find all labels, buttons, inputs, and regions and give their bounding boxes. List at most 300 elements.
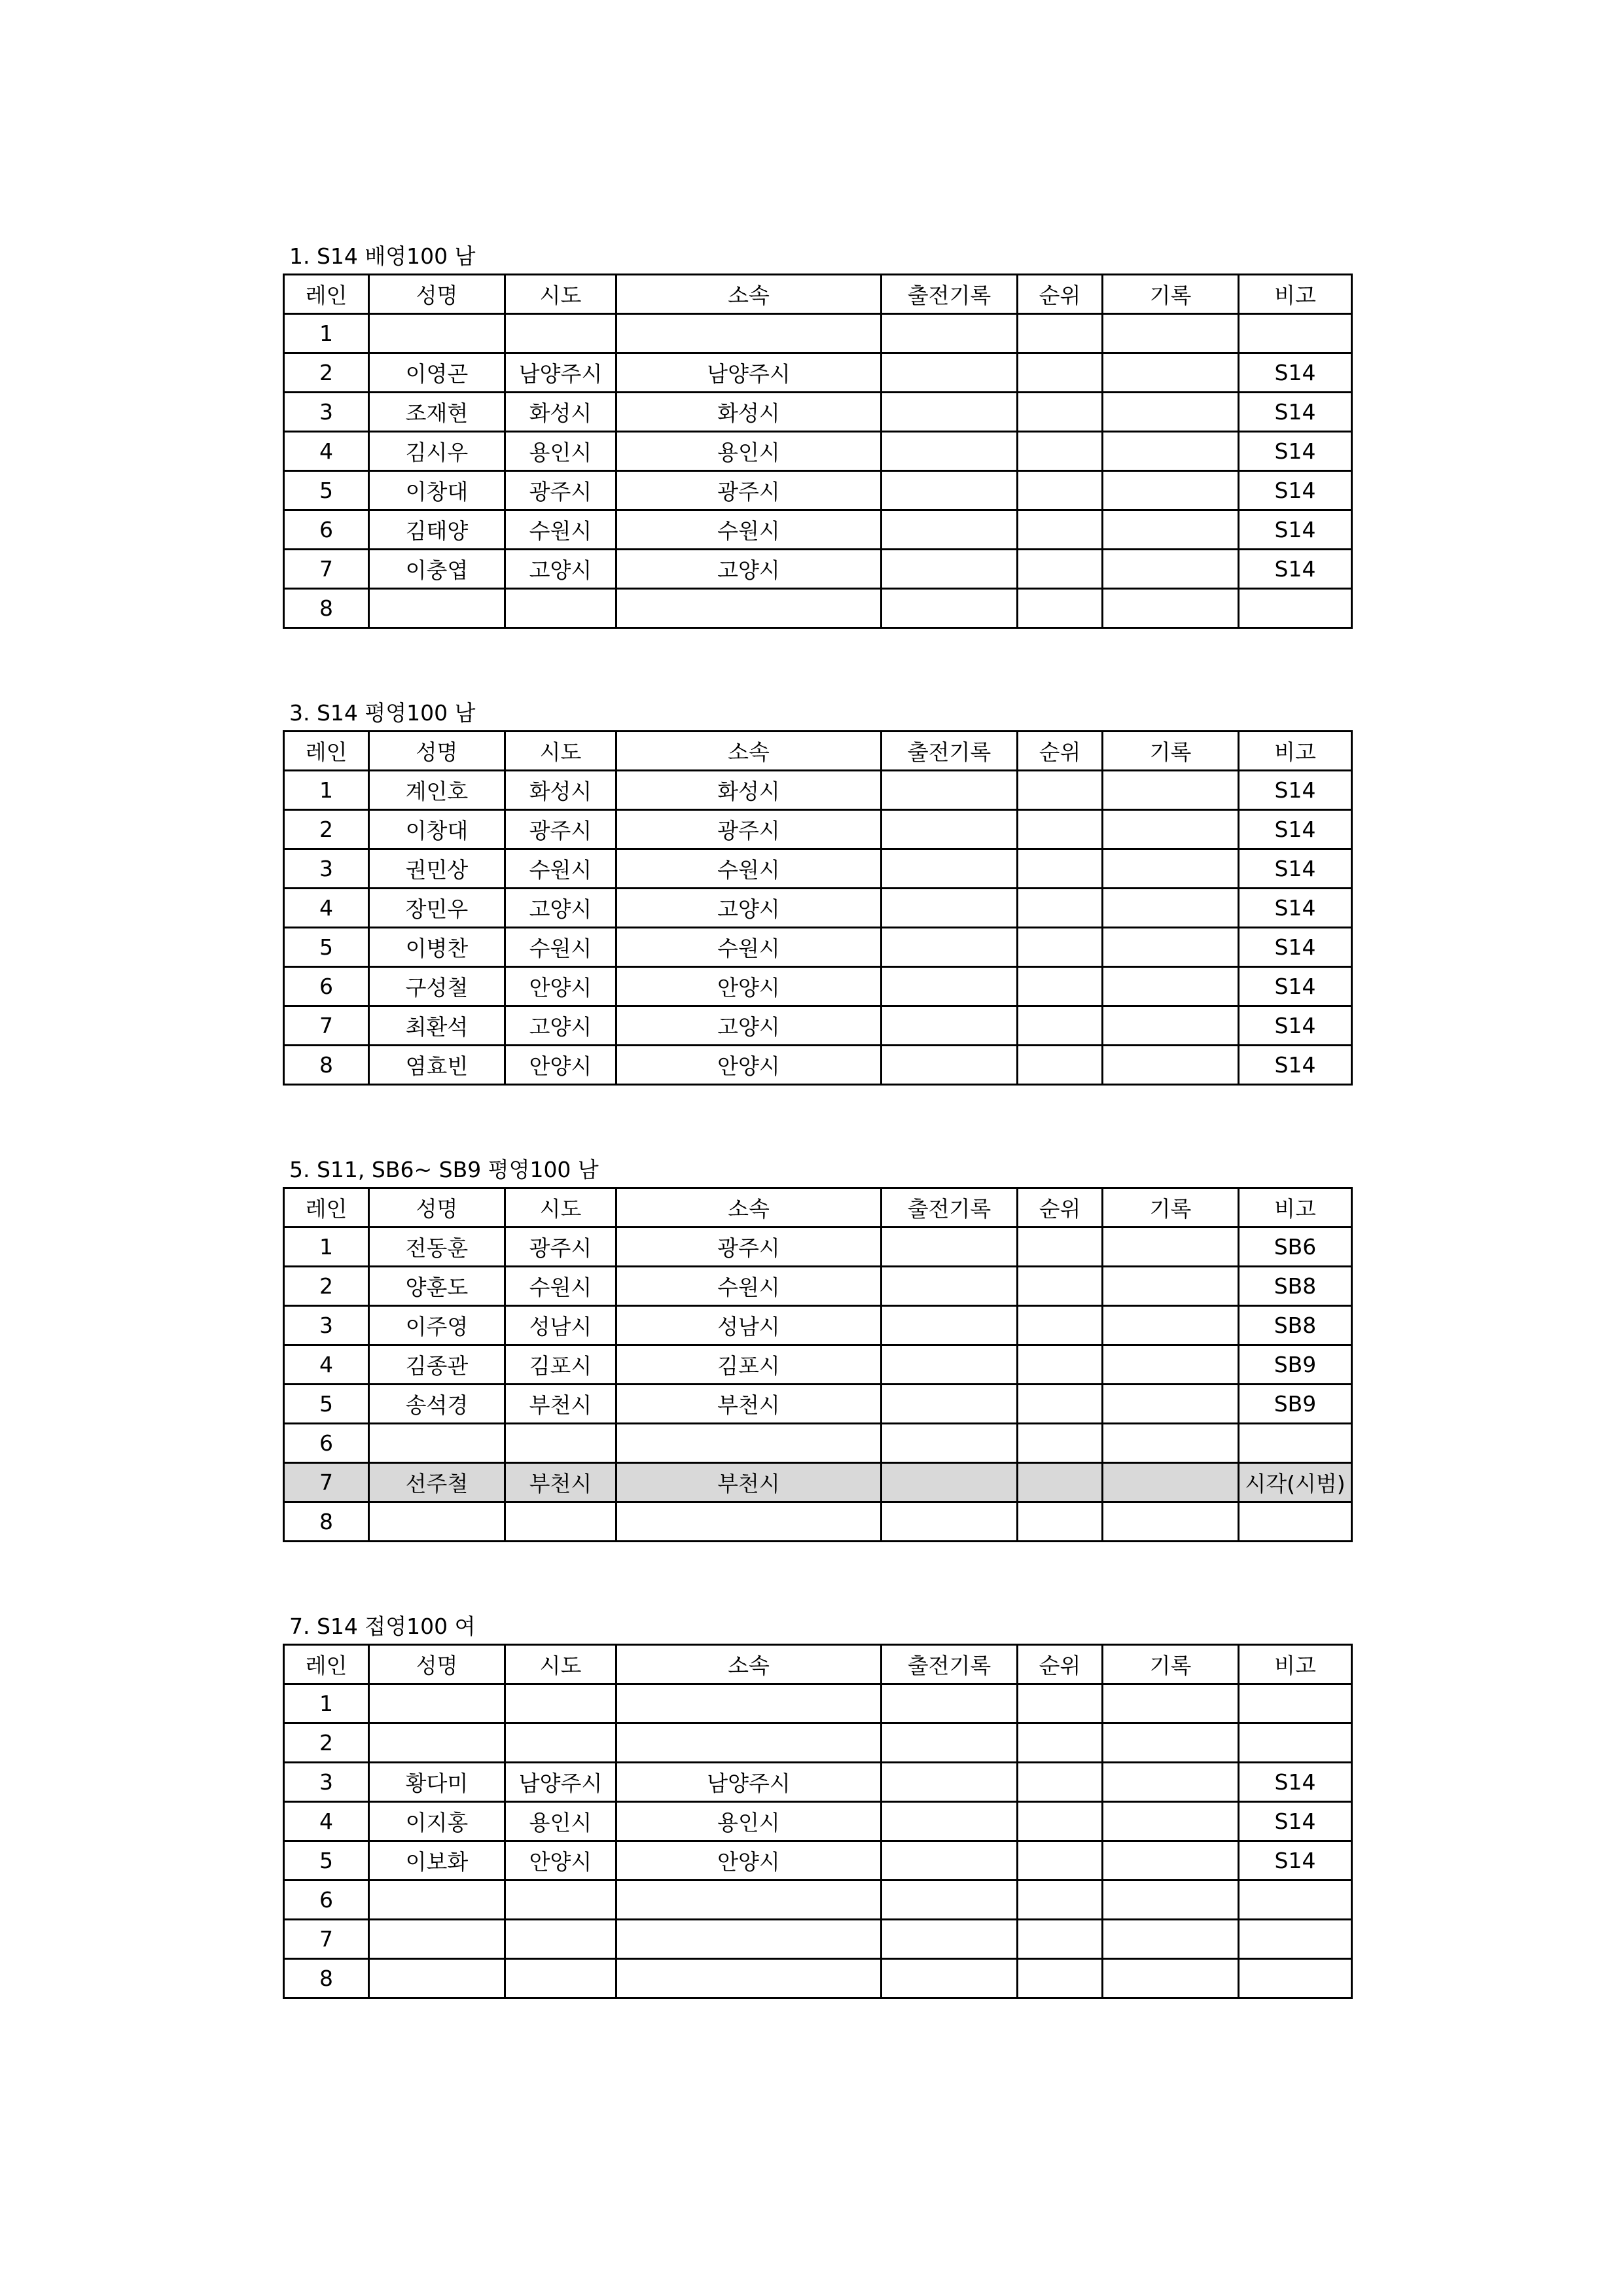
sido-cell: 안양시 xyxy=(505,967,616,1006)
lane-cell: 5 xyxy=(284,1841,369,1881)
sido-cell xyxy=(505,1424,616,1463)
affiliation-cell: 고양시 xyxy=(616,550,882,589)
entry-record-cell xyxy=(882,1306,1018,1345)
name-cell: 권민상 xyxy=(369,849,505,889)
rank-cell xyxy=(1018,1046,1103,1085)
note-cell xyxy=(1239,1920,1352,1959)
name-cell: 계인호 xyxy=(369,771,505,810)
note-cell xyxy=(1239,1723,1352,1763)
entry-record-cell xyxy=(882,353,1018,393)
rank-cell xyxy=(1018,1385,1103,1424)
lane-cell: 1 xyxy=(284,1684,369,1723)
rank-cell xyxy=(1018,889,1103,928)
lane-cell: 7 xyxy=(284,550,369,589)
affiliation-header: 소속 xyxy=(616,1645,882,1684)
lane-header: 레인 xyxy=(284,732,369,771)
table-row xyxy=(284,1463,1352,1502)
note-cell: S14 xyxy=(1239,1046,1352,1085)
lane-cell: 3 xyxy=(284,1306,369,1345)
note-cell: SB6 xyxy=(1239,1227,1352,1267)
heat-table xyxy=(283,1187,1353,1542)
name-cell: 김종관 xyxy=(369,1345,505,1385)
entry-record-cell xyxy=(882,967,1018,1006)
entry-record-cell xyxy=(882,314,1018,353)
rank-cell xyxy=(1018,1881,1103,1920)
affiliation-cell xyxy=(616,1684,882,1723)
name-cell: 조재현 xyxy=(369,393,505,432)
note-cell xyxy=(1239,589,1352,628)
table-row xyxy=(284,510,1352,550)
section-title: 1. S14 배영100 남 xyxy=(289,243,476,269)
sido-cell xyxy=(505,1959,616,1998)
note-cell: S14 xyxy=(1239,510,1352,550)
note-cell: 시각(시범) xyxy=(1239,1463,1352,1502)
note-cell: S14 xyxy=(1239,353,1352,393)
lane-cell: 3 xyxy=(284,1763,369,1802)
record-cell xyxy=(1103,771,1239,810)
affiliation-cell: 김포시 xyxy=(616,1345,882,1385)
sido-cell: 수원시 xyxy=(505,849,616,889)
table-row xyxy=(284,889,1352,928)
name-cell: 장민우 xyxy=(369,889,505,928)
affiliation-cell: 수원시 xyxy=(616,510,882,550)
sido-cell: 수원시 xyxy=(505,510,616,550)
lane-cell: 5 xyxy=(284,1385,369,1424)
entry-record-cell xyxy=(882,1881,1018,1920)
affiliation-cell: 고양시 xyxy=(616,889,882,928)
entry-record-cell xyxy=(882,1463,1018,1502)
entry-record-cell xyxy=(882,1046,1018,1085)
lane-cell: 8 xyxy=(284,1502,369,1542)
table-row xyxy=(284,1959,1352,1998)
lane-cell: 8 xyxy=(284,1959,369,1998)
lane-cell: 4 xyxy=(284,889,369,928)
sido-cell: 남양주시 xyxy=(505,353,616,393)
table-row xyxy=(284,1267,1352,1306)
rank-cell xyxy=(1018,967,1103,1006)
rank-header: 순위 xyxy=(1018,1188,1103,1227)
sido-cell: 광주시 xyxy=(505,810,616,849)
lane-header: 레인 xyxy=(284,275,369,314)
rank-cell xyxy=(1018,1424,1103,1463)
note-cell: S14 xyxy=(1239,849,1352,889)
rank-cell xyxy=(1018,1345,1103,1385)
record-cell xyxy=(1103,432,1239,471)
lane-cell: 5 xyxy=(284,471,369,510)
rank-cell xyxy=(1018,849,1103,889)
note-header: 비고 xyxy=(1239,275,1352,314)
record-cell xyxy=(1103,928,1239,967)
table-row xyxy=(284,589,1352,628)
record-cell xyxy=(1103,510,1239,550)
note-cell: SB8 xyxy=(1239,1306,1352,1345)
lane-cell: 8 xyxy=(284,589,369,628)
entry-record-cell xyxy=(882,928,1018,967)
record-cell xyxy=(1103,1385,1239,1424)
name-cell: 이지홍 xyxy=(369,1802,505,1841)
entry-record-cell xyxy=(882,393,1018,432)
affiliation-cell: 부천시 xyxy=(616,1463,882,1502)
table-row xyxy=(284,432,1352,471)
record-cell xyxy=(1103,1267,1239,1306)
record-header: 기록 xyxy=(1103,1188,1239,1227)
entry-record-cell xyxy=(882,1424,1018,1463)
table-row xyxy=(284,1006,1352,1046)
table-row xyxy=(284,1502,1352,1542)
note-cell: SB9 xyxy=(1239,1385,1352,1424)
affiliation-header: 소속 xyxy=(616,275,882,314)
rank-cell xyxy=(1018,589,1103,628)
name-cell xyxy=(369,314,505,353)
entry-record-cell xyxy=(882,1385,1018,1424)
note-cell xyxy=(1239,1502,1352,1542)
table-row xyxy=(284,810,1352,849)
sido-cell: 화성시 xyxy=(505,771,616,810)
table-header-row xyxy=(284,1188,1352,1227)
lane-cell: 2 xyxy=(284,810,369,849)
rank-header: 순위 xyxy=(1018,1645,1103,1684)
record-cell xyxy=(1103,1502,1239,1542)
sido-cell: 용인시 xyxy=(505,432,616,471)
record-cell xyxy=(1103,1424,1239,1463)
sido-header: 시도 xyxy=(505,732,616,771)
entry-record-cell xyxy=(882,1267,1018,1306)
rank-cell xyxy=(1018,1227,1103,1267)
lane-cell: 3 xyxy=(284,849,369,889)
name-cell: 김태양 xyxy=(369,510,505,550)
lane-cell: 6 xyxy=(284,967,369,1006)
entry-record-cell xyxy=(882,432,1018,471)
name-cell: 선주철 xyxy=(369,1463,505,1502)
lane-cell: 1 xyxy=(284,314,369,353)
record-cell xyxy=(1103,1006,1239,1046)
table-row xyxy=(284,967,1352,1006)
name-cell: 김시우 xyxy=(369,432,505,471)
note-cell: S14 xyxy=(1239,928,1352,967)
affiliation-cell xyxy=(616,1881,882,1920)
table-row xyxy=(284,849,1352,889)
affiliation-cell: 용인시 xyxy=(616,432,882,471)
record-cell xyxy=(1103,1881,1239,1920)
lane-cell: 5 xyxy=(284,928,369,967)
rank-cell xyxy=(1018,1763,1103,1802)
table-row xyxy=(284,771,1352,810)
record-cell xyxy=(1103,1046,1239,1085)
table-header-row xyxy=(284,1645,1352,1684)
affiliation-cell xyxy=(616,314,882,353)
entry-record-cell xyxy=(882,889,1018,928)
table-row xyxy=(284,1881,1352,1920)
entry-record-cell xyxy=(882,771,1018,810)
name-cell: 이창대 xyxy=(369,471,505,510)
rank-cell xyxy=(1018,1267,1103,1306)
name-cell xyxy=(369,1424,505,1463)
affiliation-cell: 안양시 xyxy=(616,967,882,1006)
entry-record-cell xyxy=(882,589,1018,628)
lane-cell: 4 xyxy=(284,1802,369,1841)
rank-cell xyxy=(1018,432,1103,471)
name-cell xyxy=(369,1959,505,1998)
record-cell xyxy=(1103,889,1239,928)
section-title: 3. S14 평영100 남 xyxy=(289,700,476,726)
rank-cell xyxy=(1018,928,1103,967)
rank-cell xyxy=(1018,393,1103,432)
entry-record-cell xyxy=(882,1763,1018,1802)
name-cell xyxy=(369,1502,505,1542)
affiliation-cell: 수원시 xyxy=(616,928,882,967)
affiliation-cell: 광주시 xyxy=(616,810,882,849)
note-header: 비고 xyxy=(1239,1188,1352,1227)
affiliation-cell: 성남시 xyxy=(616,1306,882,1345)
entry-record-cell xyxy=(882,1345,1018,1385)
record-cell xyxy=(1103,967,1239,1006)
entry-record-cell xyxy=(882,510,1018,550)
lane-header: 레인 xyxy=(284,1188,369,1227)
entry-record-cell xyxy=(882,1502,1018,1542)
sido-cell: 수원시 xyxy=(505,928,616,967)
record-cell xyxy=(1103,1463,1239,1502)
name-cell: 이주영 xyxy=(369,1306,505,1345)
affiliation-cell: 광주시 xyxy=(616,1227,882,1267)
table-row xyxy=(284,1227,1352,1267)
rank-cell xyxy=(1018,810,1103,849)
table-row xyxy=(284,1684,1352,1723)
lane-cell: 1 xyxy=(284,771,369,810)
name-cell: 황다미 xyxy=(369,1763,505,1802)
section-title: 7. S14 접영100 여 xyxy=(289,1614,476,1639)
table-row xyxy=(284,1763,1352,1802)
lane-cell: 6 xyxy=(284,1881,369,1920)
lane-cell: 6 xyxy=(284,510,369,550)
entry-record-header: 출전기록 xyxy=(882,732,1018,771)
note-cell: S14 xyxy=(1239,889,1352,928)
name-cell xyxy=(369,589,505,628)
lane-cell: 3 xyxy=(284,393,369,432)
record-cell xyxy=(1103,1227,1239,1267)
note-cell xyxy=(1239,1959,1352,1998)
table-row xyxy=(284,1920,1352,1959)
record-cell xyxy=(1103,1345,1239,1385)
table-row xyxy=(284,1424,1352,1463)
entry-record-header: 출전기록 xyxy=(882,1645,1018,1684)
table-row xyxy=(284,393,1352,432)
rank-cell xyxy=(1018,471,1103,510)
rank-header: 순위 xyxy=(1018,275,1103,314)
affiliation-cell xyxy=(616,1920,882,1959)
lane-cell: 4 xyxy=(284,1345,369,1385)
rank-cell xyxy=(1018,1959,1103,1998)
sido-cell xyxy=(505,589,616,628)
table-row xyxy=(284,1385,1352,1424)
record-cell xyxy=(1103,589,1239,628)
lane-cell: 8 xyxy=(284,1046,369,1085)
name-header: 성명 xyxy=(369,1188,505,1227)
table-row xyxy=(284,471,1352,510)
record-cell xyxy=(1103,1763,1239,1802)
affiliation-cell xyxy=(616,1723,882,1763)
name-cell: 구성철 xyxy=(369,967,505,1006)
name-header: 성명 xyxy=(369,1645,505,1684)
record-cell xyxy=(1103,1920,1239,1959)
name-cell: 이병찬 xyxy=(369,928,505,967)
affiliation-cell: 남양주시 xyxy=(616,1763,882,1802)
sido-cell xyxy=(505,1723,616,1763)
name-cell xyxy=(369,1920,505,1959)
affiliation-cell xyxy=(616,1959,882,1998)
record-cell xyxy=(1103,353,1239,393)
rank-cell xyxy=(1018,1502,1103,1542)
record-cell xyxy=(1103,1802,1239,1841)
rank-cell xyxy=(1018,550,1103,589)
table-row xyxy=(284,1306,1352,1345)
name-cell: 염효빈 xyxy=(369,1046,505,1085)
note-header: 비고 xyxy=(1239,732,1352,771)
table-row xyxy=(284,928,1352,967)
name-cell: 양훈도 xyxy=(369,1267,505,1306)
name-cell xyxy=(369,1723,505,1763)
sido-cell: 용인시 xyxy=(505,1802,616,1841)
record-header: 기록 xyxy=(1103,275,1239,314)
entry-record-cell xyxy=(882,810,1018,849)
name-cell: 이창대 xyxy=(369,810,505,849)
name-cell: 이영곤 xyxy=(369,353,505,393)
note-cell: S14 xyxy=(1239,1006,1352,1046)
rank-cell xyxy=(1018,1684,1103,1723)
record-cell xyxy=(1103,1723,1239,1763)
sido-cell: 광주시 xyxy=(505,1227,616,1267)
entry-record-cell xyxy=(882,1920,1018,1959)
lane-cell: 7 xyxy=(284,1463,369,1502)
record-cell xyxy=(1103,550,1239,589)
rank-cell xyxy=(1018,771,1103,810)
table-row xyxy=(284,314,1352,353)
table-header-row xyxy=(284,732,1352,771)
note-cell xyxy=(1239,1881,1352,1920)
note-cell: S14 xyxy=(1239,810,1352,849)
note-cell: S14 xyxy=(1239,1802,1352,1841)
table-header-row xyxy=(284,275,1352,314)
sido-cell xyxy=(505,314,616,353)
name-header: 성명 xyxy=(369,275,505,314)
table-row xyxy=(284,1723,1352,1763)
table-row xyxy=(284,1802,1352,1841)
affiliation-cell: 수원시 xyxy=(616,849,882,889)
note-cell: S14 xyxy=(1239,432,1352,471)
record-cell xyxy=(1103,393,1239,432)
record-cell xyxy=(1103,849,1239,889)
rank-cell xyxy=(1018,1723,1103,1763)
heat-table xyxy=(283,1644,1353,1999)
entry-record-cell xyxy=(882,471,1018,510)
name-cell xyxy=(369,1684,505,1723)
sido-cell: 김포시 xyxy=(505,1345,616,1385)
note-cell xyxy=(1239,1424,1352,1463)
rank-cell xyxy=(1018,1463,1103,1502)
entry-record-cell xyxy=(882,849,1018,889)
rank-cell xyxy=(1018,353,1103,393)
sido-cell: 고양시 xyxy=(505,550,616,589)
sido-cell: 부천시 xyxy=(505,1385,616,1424)
affiliation-cell: 남양주시 xyxy=(616,353,882,393)
note-header: 비고 xyxy=(1239,1645,1352,1684)
rank-cell xyxy=(1018,314,1103,353)
lane-header: 레인 xyxy=(284,1645,369,1684)
sido-header: 시도 xyxy=(505,275,616,314)
affiliation-cell: 안양시 xyxy=(616,1841,882,1881)
sido-cell: 화성시 xyxy=(505,393,616,432)
name-header: 성명 xyxy=(369,732,505,771)
sido-cell: 고양시 xyxy=(505,889,616,928)
affiliation-cell: 부천시 xyxy=(616,1385,882,1424)
note-cell: S14 xyxy=(1239,771,1352,810)
note-cell: SB8 xyxy=(1239,1267,1352,1306)
affiliation-cell: 안양시 xyxy=(616,1046,882,1085)
rank-cell xyxy=(1018,1802,1103,1841)
table-row xyxy=(284,550,1352,589)
table-row xyxy=(284,1841,1352,1881)
name-cell: 이충엽 xyxy=(369,550,505,589)
record-cell xyxy=(1103,1959,1239,1998)
entry-record-header: 출전기록 xyxy=(882,1188,1018,1227)
affiliation-cell: 화성시 xyxy=(616,771,882,810)
lane-cell: 2 xyxy=(284,1267,369,1306)
affiliation-header: 소속 xyxy=(616,1188,882,1227)
lane-cell: 4 xyxy=(284,432,369,471)
record-cell xyxy=(1103,1306,1239,1345)
note-cell: S14 xyxy=(1239,550,1352,589)
entry-record-cell xyxy=(882,1959,1018,1998)
rank-cell xyxy=(1018,1841,1103,1881)
sido-cell: 광주시 xyxy=(505,471,616,510)
entry-record-header: 출전기록 xyxy=(882,275,1018,314)
heat-table xyxy=(283,274,1353,629)
affiliation-cell: 화성시 xyxy=(616,393,882,432)
sido-cell: 부천시 xyxy=(505,1463,616,1502)
lane-cell: 7 xyxy=(284,1920,369,1959)
note-cell: S14 xyxy=(1239,1763,1352,1802)
sido-cell: 안양시 xyxy=(505,1046,616,1085)
table-row xyxy=(284,1046,1352,1085)
rank-cell xyxy=(1018,510,1103,550)
lane-cell: 2 xyxy=(284,1723,369,1763)
entry-record-cell xyxy=(882,1227,1018,1267)
entry-record-cell xyxy=(882,1006,1018,1046)
affiliation-cell: 수원시 xyxy=(616,1267,882,1306)
rank-cell xyxy=(1018,1306,1103,1345)
entry-record-cell xyxy=(882,1684,1018,1723)
record-cell xyxy=(1103,810,1239,849)
record-cell xyxy=(1103,314,1239,353)
lane-cell: 2 xyxy=(284,353,369,393)
entry-record-cell xyxy=(882,1723,1018,1763)
heat-table xyxy=(283,730,1353,1086)
sido-cell: 남양주시 xyxy=(505,1763,616,1802)
note-cell: S14 xyxy=(1239,1841,1352,1881)
entry-record-cell xyxy=(882,1841,1018,1881)
lane-cell: 6 xyxy=(284,1424,369,1463)
affiliation-header: 소속 xyxy=(616,732,882,771)
entry-record-cell xyxy=(882,1802,1018,1841)
record-cell xyxy=(1103,471,1239,510)
lane-cell: 1 xyxy=(284,1227,369,1267)
sido-cell xyxy=(505,1881,616,1920)
table-row xyxy=(284,1345,1352,1385)
name-cell xyxy=(369,1881,505,1920)
table-row xyxy=(284,353,1352,393)
name-cell: 이보화 xyxy=(369,1841,505,1881)
name-cell: 전동훈 xyxy=(369,1227,505,1267)
note-cell xyxy=(1239,1684,1352,1723)
